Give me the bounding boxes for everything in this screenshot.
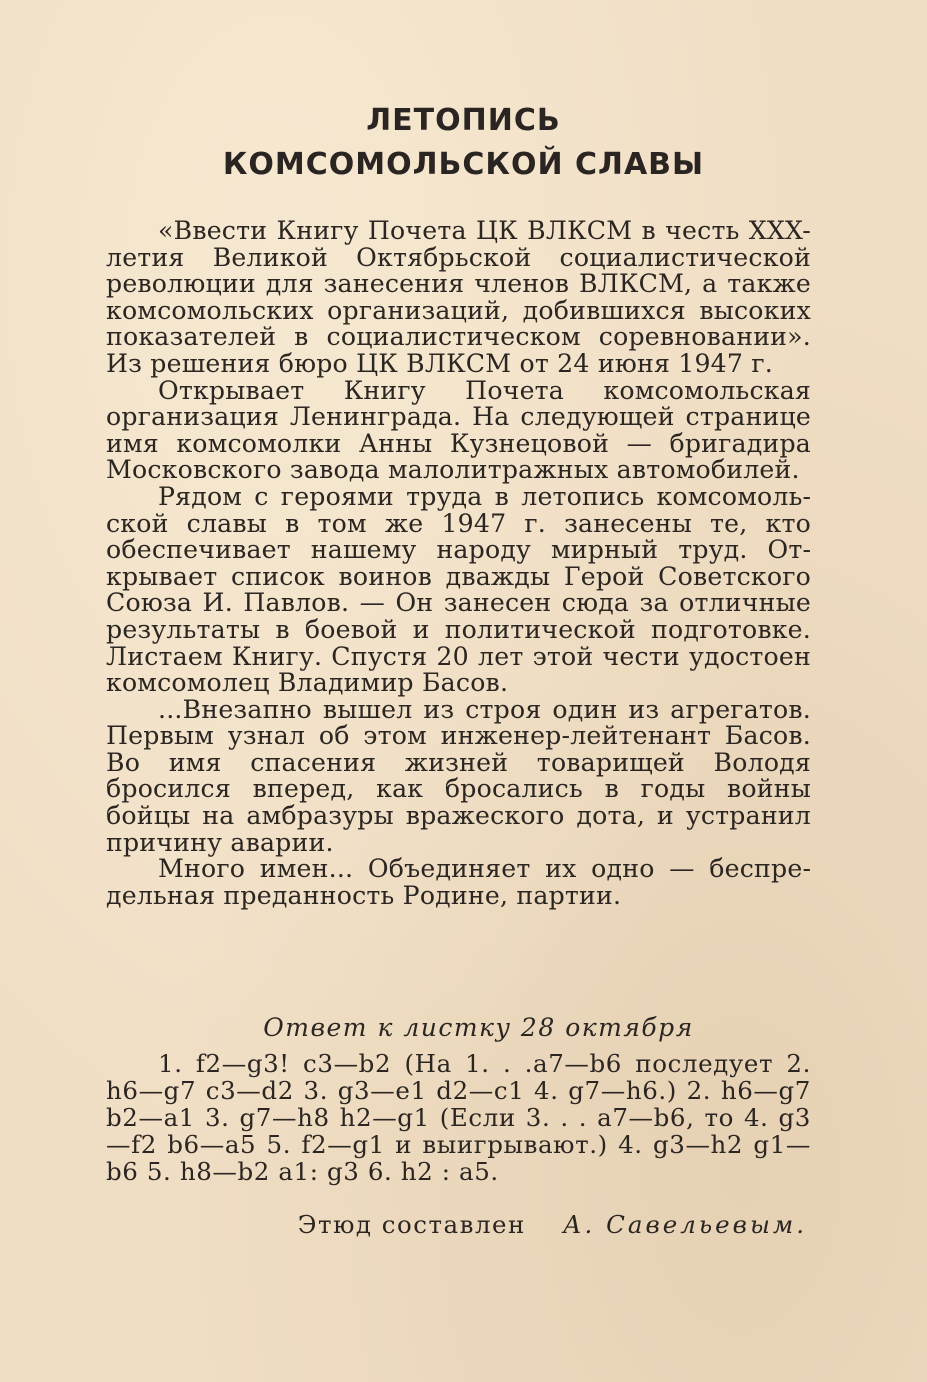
article-body: [106, 218, 811, 909]
paragraph-closing: Много имен... Объединяет их одно — беспредельная преданность Родине, партии.: [106, 854, 811, 910]
paragraph-basov: ...Внезапно вышел из строя один из агрегатов. Первым узнал об этом инженер-лейтенант Басов. Во имя спасения жизней товарищей Володя бросился вперед, как бросались в годы войны бойцы на амбразуры вражеского дота, и устранил причину аварии.: [106, 694, 811, 857]
chess-solution: 1. f2—g3! c3—b2 (На 1. . .a7—b6 последует 2. h6—g7 c3—d2 3. g3—e1 d2—c1 4. g7—h6.) 2. h6—g7 b2—a1 3. g7—h8 h2—g1 (Если 3. . . a7—b6, то 4. g3—f2 b6—a5 5. f2—g1 и выигрывают.) 4. g3—h2 g1—b6 5. h8—b2 a1: g3 6. h2 : a5.: [106, 1049, 811, 1186]
paragraph-decree-quote: «Ввести Книгу Почета ЦК ВЛКСМ в честь XXX-летия Великой Октябрьской социалистической революции для занесения членов ВЛКСМ, а также комсомольских организаций, добившихся высоких показателей в социалистическом соревновании». Из решения бюро ЦК ВЛКСМ от 24 июня 1947 г.: [106, 216, 811, 378]
page-title-line-2: КОМСОМОЛЬСКОЙ СЛАВЫ: [222, 147, 705, 182]
study-author: [298, 1210, 807, 1239]
paragraph-heroes: Рядом с героями труда в летопись комсомольской славы в том же 1947 г. занесены те, кто обеспечивает нашему народу мирный труд. Открывает список воинов дважды Герой Советского Союза И. Павлов. — Он занесен сюда за отличные результаты в боевой и политической подготовке. Листаем Книгу. Спустя 20 лет этой чести удостоен комсомолец Владимир Басов.: [106, 481, 811, 698]
author-name: А. Савельевым.: [563, 1210, 807, 1239]
paragraph-leningrad: Открывает Книгу Почета комсомольская организация Ленинграда. На следующей странице имя комсомолки Анны Кузнецовой — бригадира Московского завода малолитражных автомобилей.: [106, 375, 811, 485]
author-prefix: Этюд составлен: [297, 1210, 526, 1239]
answer-heading: Ответ к листку 28 октября: [263, 1013, 694, 1042]
page-title-line-1: ЛЕТОПИСЬ: [366, 103, 561, 138]
